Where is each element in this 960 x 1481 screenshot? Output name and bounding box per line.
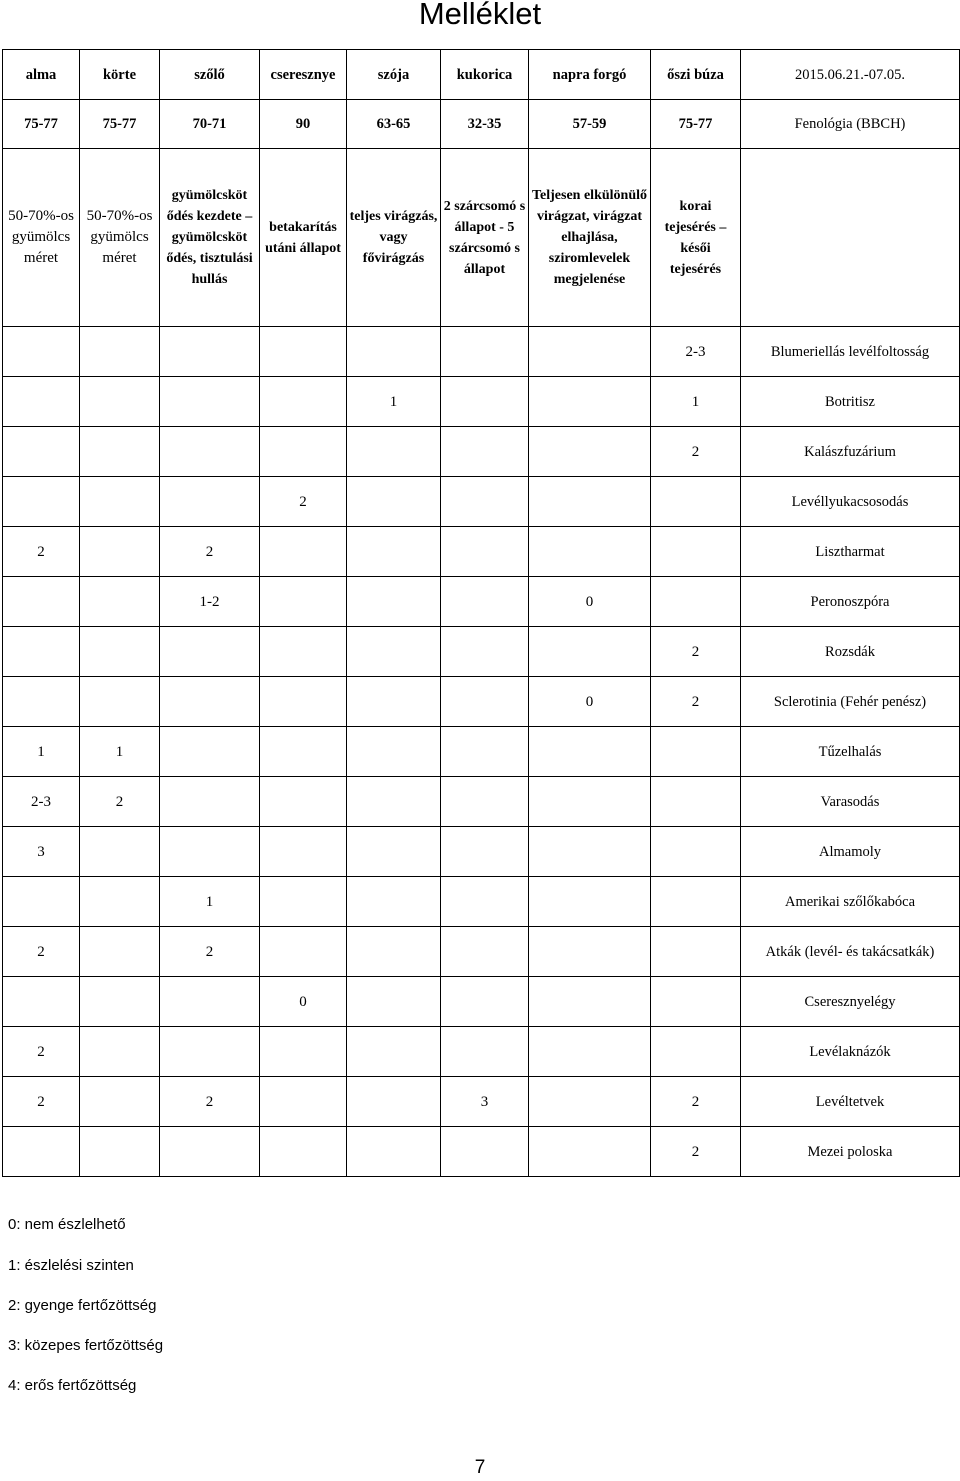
disease-name-cell: Levéllyukacsosodás bbox=[741, 477, 960, 527]
stage-cell: 50-70%-os gyümölcs méret bbox=[80, 149, 160, 327]
rating-cell bbox=[529, 327, 651, 377]
disease-name-cell: Tűzelhalás bbox=[741, 727, 960, 777]
rating-cell bbox=[441, 727, 529, 777]
rating-cell bbox=[529, 977, 651, 1027]
rating-cell bbox=[441, 577, 529, 627]
rating-cell bbox=[160, 727, 260, 777]
rating-cell: 2 bbox=[3, 1077, 80, 1127]
rating-cell bbox=[3, 427, 80, 477]
legend-item: 3: közepes fertőzöttség bbox=[8, 1337, 164, 1354]
legend-item: 0: nem észlelhető bbox=[8, 1216, 126, 1233]
rating-cell bbox=[80, 677, 160, 727]
rating-cell bbox=[529, 877, 651, 927]
rating-cell bbox=[160, 1127, 260, 1177]
rating-cell bbox=[441, 427, 529, 477]
disease-row bbox=[3, 777, 960, 827]
stage-row bbox=[3, 149, 960, 327]
disease-row bbox=[3, 577, 960, 627]
rating-cell bbox=[651, 477, 741, 527]
rating-cell bbox=[260, 827, 347, 877]
page-title: Melléklet bbox=[418, 0, 542, 31]
rating-cell bbox=[160, 827, 260, 877]
rating-cell: 0 bbox=[260, 977, 347, 1027]
rating-cell bbox=[260, 677, 347, 727]
rating-cell bbox=[260, 777, 347, 827]
rating-cell: 2 bbox=[3, 527, 80, 577]
rating-cell bbox=[441, 1127, 529, 1177]
bbch-cell: 32-35 bbox=[441, 100, 529, 149]
rating-cell: 2 bbox=[651, 427, 741, 477]
rating-cell bbox=[80, 977, 160, 1027]
rating-cell: 2 bbox=[651, 1077, 741, 1127]
page-number: 7 bbox=[474, 1457, 486, 1478]
rating-cell bbox=[3, 877, 80, 927]
rating-cell bbox=[347, 527, 441, 577]
disease-name-cell: Botritisz bbox=[741, 377, 960, 427]
rating-cell bbox=[347, 627, 441, 677]
disease-name-cell: Atkák (levél- és takácsatkák) bbox=[741, 927, 960, 977]
rating-cell bbox=[529, 377, 651, 427]
rating-cell: 2 bbox=[651, 677, 741, 727]
rating-cell bbox=[651, 577, 741, 627]
rating-cell bbox=[80, 477, 160, 527]
rating-cell: 2 bbox=[160, 527, 260, 577]
rating-cell bbox=[441, 527, 529, 577]
rating-cell bbox=[529, 627, 651, 677]
rating-cell bbox=[651, 827, 741, 877]
disease-name-cell: Rozsdák bbox=[741, 627, 960, 677]
rating-cell: 1 bbox=[347, 377, 441, 427]
crop-header-cell: őszi búza bbox=[651, 50, 741, 100]
disease-name-cell: Blumeriellás levélfoltosság bbox=[741, 327, 960, 377]
rating-cell bbox=[347, 1077, 441, 1127]
rating-cell: 0 bbox=[529, 577, 651, 627]
rating-cell bbox=[347, 927, 441, 977]
rating-cell: 3 bbox=[3, 827, 80, 877]
rating-cell: 1 bbox=[651, 377, 741, 427]
rating-cell bbox=[260, 577, 347, 627]
disease-name-cell: Sclerotinia (Fehér penész) bbox=[741, 677, 960, 727]
disease-name-cell: Lisztharmat bbox=[741, 527, 960, 577]
rating-cell bbox=[3, 677, 80, 727]
rating-cell: 0 bbox=[529, 677, 651, 727]
crop-header-cell: kukorica bbox=[441, 50, 529, 100]
rating-cell bbox=[529, 727, 651, 777]
rating-cell bbox=[260, 877, 347, 927]
rating-cell bbox=[3, 477, 80, 527]
crop-header-cell: szőlő bbox=[160, 50, 260, 100]
rating-cell bbox=[80, 627, 160, 677]
legend-item: 4: erős fertőzöttség bbox=[8, 1377, 137, 1394]
rating-cell bbox=[651, 527, 741, 577]
rating-cell bbox=[3, 977, 80, 1027]
rating-cell bbox=[80, 927, 160, 977]
rating-cell bbox=[160, 377, 260, 427]
bbch-cell: 57-59 bbox=[529, 100, 651, 149]
rating-cell bbox=[529, 477, 651, 527]
disease-row bbox=[3, 727, 960, 777]
rating-cell bbox=[80, 327, 160, 377]
rating-cell bbox=[651, 977, 741, 1027]
disease-row bbox=[3, 527, 960, 577]
rating-cell bbox=[529, 827, 651, 877]
legend-item: 2: gyenge fertőzöttség bbox=[8, 1297, 157, 1314]
disease-name-cell: Kalászfuzárium bbox=[741, 427, 960, 477]
bbch-cell: 90 bbox=[260, 100, 347, 149]
rating-cell bbox=[651, 1027, 741, 1077]
disease-row bbox=[3, 677, 960, 727]
rating-cell bbox=[529, 427, 651, 477]
stage-cell: betakarítás utáni állapot bbox=[260, 149, 347, 327]
rating-cell bbox=[260, 1127, 347, 1177]
rating-cell bbox=[651, 727, 741, 777]
legend-item: 1: észlelési szinten bbox=[8, 1257, 134, 1274]
disease-row bbox=[3, 427, 960, 477]
disease-name-cell: Varasodás bbox=[741, 777, 960, 827]
rating-cell bbox=[260, 1077, 347, 1127]
rating-cell bbox=[441, 827, 529, 877]
rating-cell bbox=[3, 1127, 80, 1177]
rating-cell bbox=[347, 1027, 441, 1077]
rating-cell bbox=[347, 677, 441, 727]
rating-cell bbox=[80, 1127, 160, 1177]
bbch-cell: 75-77 bbox=[651, 100, 741, 149]
rating-cell: 1-2 bbox=[160, 577, 260, 627]
disease-name-cell: Peronoszpóra bbox=[741, 577, 960, 627]
observation-table bbox=[2, 49, 960, 1177]
rating-cell bbox=[80, 827, 160, 877]
rating-cell bbox=[80, 527, 160, 577]
disease-row bbox=[3, 927, 960, 977]
rating-cell bbox=[160, 677, 260, 727]
rating-cell bbox=[260, 527, 347, 577]
rating-cell bbox=[260, 1027, 347, 1077]
rating-cell bbox=[529, 527, 651, 577]
rating-cell bbox=[441, 777, 529, 827]
rating-cell: 2-3 bbox=[651, 327, 741, 377]
stage-cell: Teljesen elkülönülő virágzat, virágzat elhajlása, sziromlevelek megjelenése bbox=[529, 149, 651, 327]
bbch-row bbox=[3, 100, 960, 149]
rating-cell bbox=[441, 1027, 529, 1077]
rating-cell bbox=[347, 777, 441, 827]
rating-cell bbox=[160, 777, 260, 827]
stage-cell: teljes virágzás, vagy fővirágzás bbox=[347, 149, 441, 327]
rating-cell bbox=[529, 777, 651, 827]
rating-cell: 2 bbox=[3, 1027, 80, 1077]
rating-cell bbox=[651, 777, 741, 827]
rating-cell: 2 bbox=[260, 477, 347, 527]
disease-row bbox=[3, 1127, 960, 1177]
disease-row bbox=[3, 1077, 960, 1127]
disease-name-cell: Cseresznyelégy bbox=[741, 977, 960, 1027]
rating-cell bbox=[260, 327, 347, 377]
disease-row bbox=[3, 327, 960, 377]
rating-cell: 2 bbox=[160, 927, 260, 977]
rating-cell bbox=[3, 577, 80, 627]
rating-cell bbox=[160, 977, 260, 1027]
bbch-cell: 75-77 bbox=[80, 100, 160, 149]
disease-name-cell: Levéltetvek bbox=[741, 1077, 960, 1127]
rating-cell bbox=[441, 977, 529, 1027]
rating-cell bbox=[441, 627, 529, 677]
bbch-cell: 70-71 bbox=[160, 100, 260, 149]
rating-cell: 2 bbox=[651, 627, 741, 677]
rating-cell bbox=[441, 327, 529, 377]
rating-cell bbox=[3, 377, 80, 427]
rating-cell bbox=[260, 377, 347, 427]
disease-row bbox=[3, 377, 960, 427]
crop-header-cell: szója bbox=[347, 50, 441, 100]
rating-cell bbox=[260, 427, 347, 477]
stage-cell: gyümölcsköt ődés kezdete – gyümölcsköt ődés, tisztulási hullás bbox=[160, 149, 260, 327]
crop-header-cell: cseresznye bbox=[260, 50, 347, 100]
disease-row bbox=[3, 477, 960, 527]
disease-name-cell: Amerikai szőlőkabóca bbox=[741, 877, 960, 927]
rating-cell: 2 bbox=[160, 1077, 260, 1127]
stage-cell: 2 szárcsomó s állapot - 5 szárcsomó s állapot bbox=[441, 149, 529, 327]
rating-cell bbox=[3, 627, 80, 677]
rating-cell bbox=[347, 727, 441, 777]
date-range-cell: 2015.06.21.-07.05. bbox=[741, 50, 960, 100]
rating-cell bbox=[160, 627, 260, 677]
rating-cell bbox=[160, 427, 260, 477]
rating-cell bbox=[80, 877, 160, 927]
rating-cell bbox=[529, 1077, 651, 1127]
stage-cell: 50-70%-os gyümölcs méret bbox=[3, 149, 80, 327]
crop-header-cell: napra forgó bbox=[529, 50, 651, 100]
rating-cell bbox=[160, 477, 260, 527]
disease-row bbox=[3, 1027, 960, 1077]
disease-row bbox=[3, 877, 960, 927]
rating-cell bbox=[347, 1127, 441, 1177]
rating-cell bbox=[260, 927, 347, 977]
crop-header-cell: alma bbox=[3, 50, 80, 100]
bbch-label-cell: Fenológia (BBCH) bbox=[741, 100, 960, 149]
rating-cell: 1 bbox=[3, 727, 80, 777]
disease-row bbox=[3, 977, 960, 1027]
rating-cell bbox=[529, 927, 651, 977]
disease-name-cell: Levélaknázók bbox=[741, 1027, 960, 1077]
disease-name-cell: Almamoly bbox=[741, 827, 960, 877]
rating-cell bbox=[80, 577, 160, 627]
rating-cell bbox=[651, 927, 741, 977]
rating-cell bbox=[3, 327, 80, 377]
rating-cell bbox=[441, 377, 529, 427]
rating-cell: 2 bbox=[3, 927, 80, 977]
rating-cell bbox=[80, 377, 160, 427]
rating-cell bbox=[441, 477, 529, 527]
rating-cell bbox=[80, 1077, 160, 1127]
rating-cell bbox=[260, 727, 347, 777]
rating-cell: 3 bbox=[441, 1077, 529, 1127]
rating-cell bbox=[347, 977, 441, 1027]
rating-cell bbox=[347, 427, 441, 477]
bbch-cell: 75-77 bbox=[3, 100, 80, 149]
rating-cell bbox=[441, 877, 529, 927]
crop-header-cell: körte bbox=[80, 50, 160, 100]
rating-cell bbox=[80, 427, 160, 477]
rating-cell bbox=[441, 677, 529, 727]
rating-cell bbox=[529, 1127, 651, 1177]
rating-cell bbox=[441, 927, 529, 977]
disease-name-cell: Mezei poloska bbox=[741, 1127, 960, 1177]
stage-cell: korai tejesérés – késői tejesérés bbox=[651, 149, 741, 327]
rating-cell bbox=[347, 877, 441, 927]
rating-cell bbox=[347, 577, 441, 627]
rating-cell: 2 bbox=[651, 1127, 741, 1177]
rating-cell bbox=[160, 327, 260, 377]
stage-cell bbox=[741, 149, 960, 327]
rating-cell bbox=[347, 827, 441, 877]
rating-cell bbox=[160, 1027, 260, 1077]
crop-header-row bbox=[3, 50, 960, 100]
disease-row bbox=[3, 827, 960, 877]
rating-cell bbox=[80, 1027, 160, 1077]
rating-cell bbox=[529, 1027, 651, 1077]
rating-cell: 1 bbox=[80, 727, 160, 777]
rating-cell: 2-3 bbox=[3, 777, 80, 827]
rating-cell bbox=[260, 627, 347, 677]
rating-cell bbox=[347, 327, 441, 377]
rating-cell: 1 bbox=[160, 877, 260, 927]
bbch-cell: 63-65 bbox=[347, 100, 441, 149]
rating-cell bbox=[347, 477, 441, 527]
rating-cell: 2 bbox=[80, 777, 160, 827]
disease-row bbox=[3, 627, 960, 677]
rating-cell bbox=[651, 877, 741, 927]
